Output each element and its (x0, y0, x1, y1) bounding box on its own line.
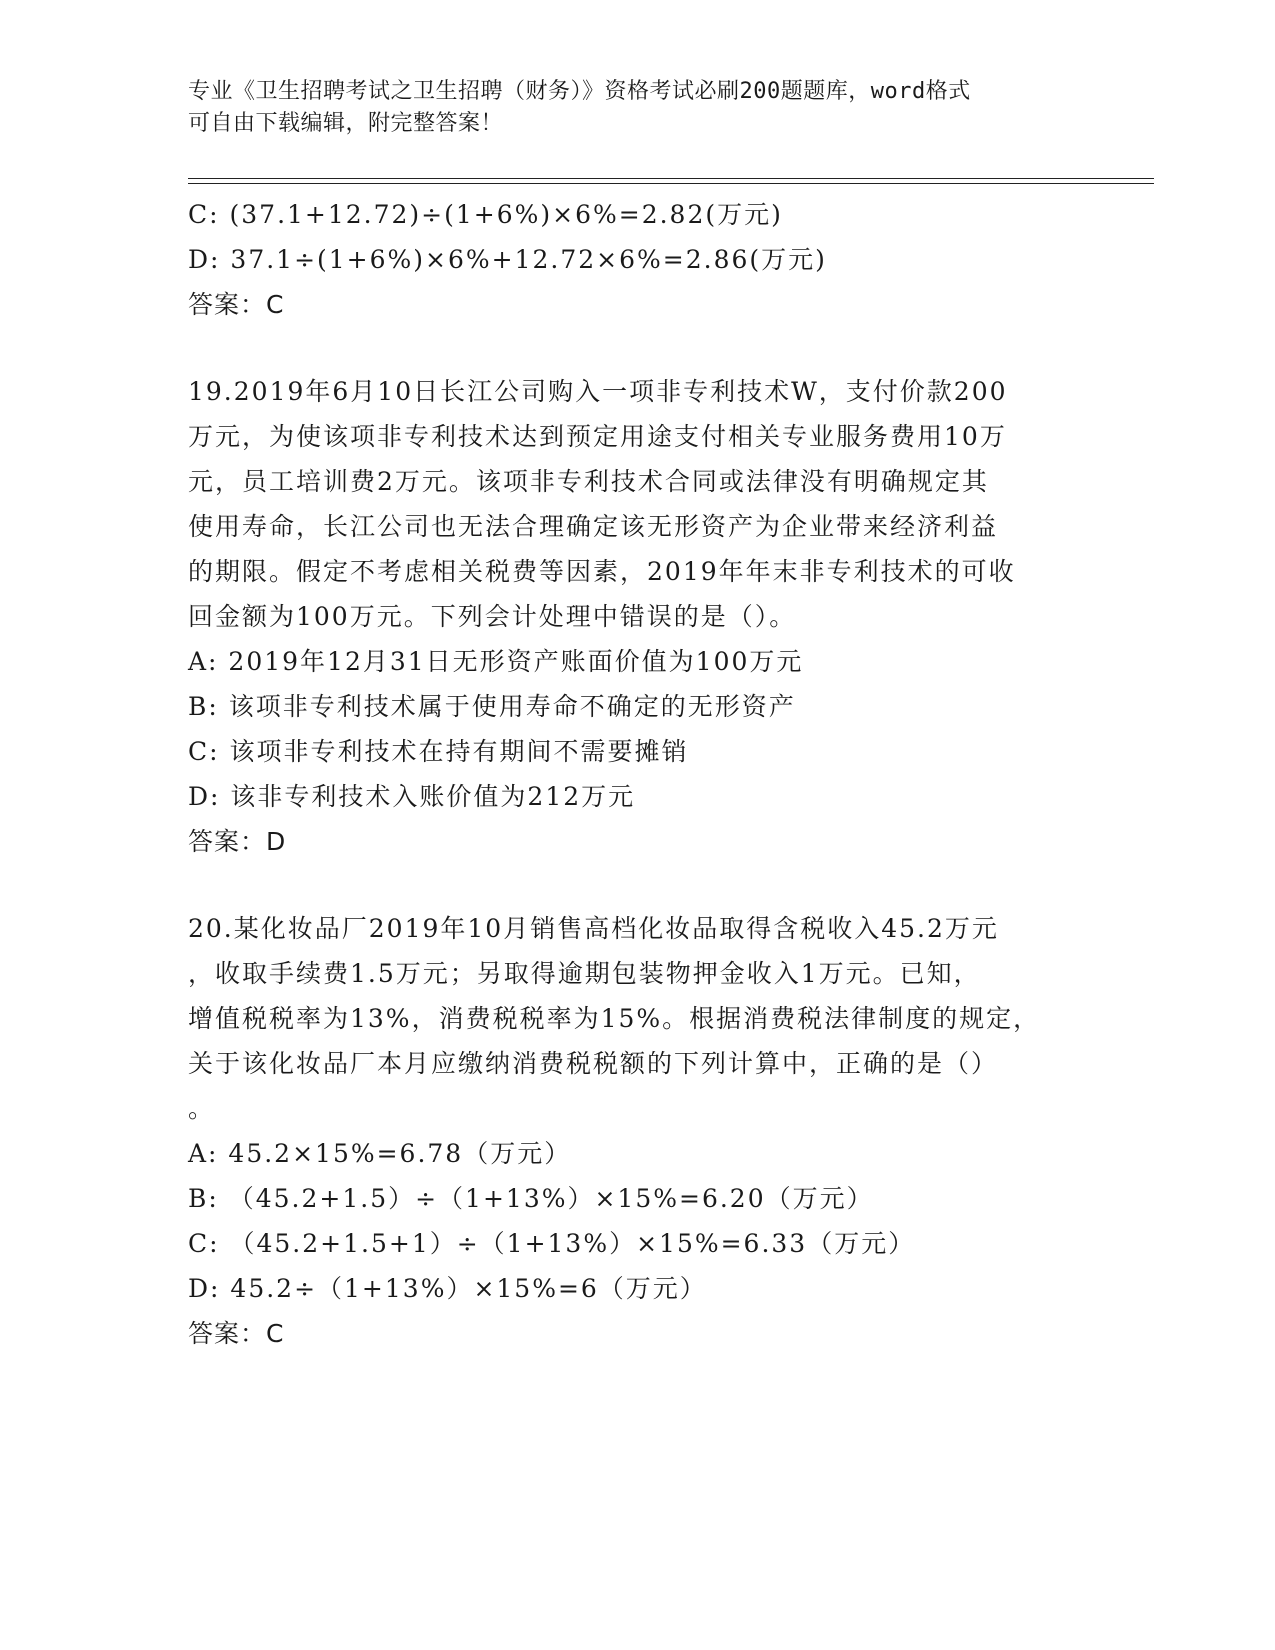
question-20-text-line: 。 (188, 1094, 216, 1123)
question-20-text-line: 增值税税率为13%，消费税税率为15%。根据消费税法律制度的规定， (188, 1004, 1041, 1033)
option-c: C: 该项非专利技术在持有期间不需要摊销 (188, 737, 689, 766)
option-b: B: 该项非专利技术属于使用寿命不确定的无形资产 (188, 692, 796, 721)
option-a: A: 2019年12月31日无形资产账面价值为100万元 (188, 647, 804, 676)
question-19-text-line: 19.2019年6月10日长江公司购入一项非专利技术W，支付价款200 (188, 377, 1008, 406)
answer-label: 答案：C (188, 1319, 285, 1348)
question-20-block (188, 906, 1088, 1356)
answer-label: 答案：C (188, 290, 285, 319)
header-title-line-2: 可自由下载编辑，附完整答案！ (188, 111, 504, 136)
question-19-text-line: 使用寿命，长江公司也无法合理确定该无形资产为企业带来经济利益 (188, 512, 999, 541)
option-a: A: 45.2×15%=6.78（万元） (188, 1139, 572, 1168)
option-c: C: （45.2+1.5+1）÷（1+13%）×15%=6.33（万元） (188, 1229, 916, 1258)
document-header (188, 76, 1088, 140)
document-body (188, 192, 1088, 1356)
question-19-text-line: 的期限。假定不考虑相关税费等因素，2019年年末非专利技术的可收 (188, 557, 1016, 586)
header-divider-bottom (188, 183, 1154, 184)
option-d: D: 45.2÷（1+13%）×15%=6（万元） (188, 1274, 707, 1303)
question-19-text-line: 回金额为100万元。下列会计处理中错误的是（）。 (188, 602, 797, 631)
question-20-text-line: 20.某化妆品厂2019年10月销售高档化妆品取得含税收入45.2万元 (188, 914, 999, 943)
header-title-line-1: 专业《卫生招聘考试之卫生招聘（财务）》资格考试必刷200题题库，word格式 (188, 79, 971, 104)
question-19-text-line: 元，员工培训费2万元。该项非专利技术合同或法律没有明确规定其 (188, 467, 989, 496)
option-d: D: 该非专利技术入账价值为212万元 (188, 782, 636, 811)
question-20-text-line: ，收取手续费1.5万元；另取得逾期包装物押金收入1万元。已知， (188, 959, 981, 988)
prev-question-block (188, 192, 1088, 327)
option-c: C: (37.1+12.72)÷(1+6%)×6%=2.82(万元) (188, 200, 783, 229)
question-19-block (188, 369, 1088, 864)
question-20-text-line: 关于该化妆品厂本月应缴纳消费税税额的下列计算中，正确的是（） (188, 1049, 999, 1078)
question-19-text-line: 万元，为使该项非专利技术达到预定用途支付相关专业服务费用10万 (188, 422, 1007, 451)
option-b: B: （45.2+1.5）÷（1+13%）×15%=6.20（万元） (188, 1184, 874, 1213)
header-divider-top (188, 178, 1154, 179)
answer-label: 答案：D (188, 827, 287, 856)
option-d: D: 37.1÷(1+6%)×6%+12.72×6%=2.86(万元) (188, 245, 827, 274)
